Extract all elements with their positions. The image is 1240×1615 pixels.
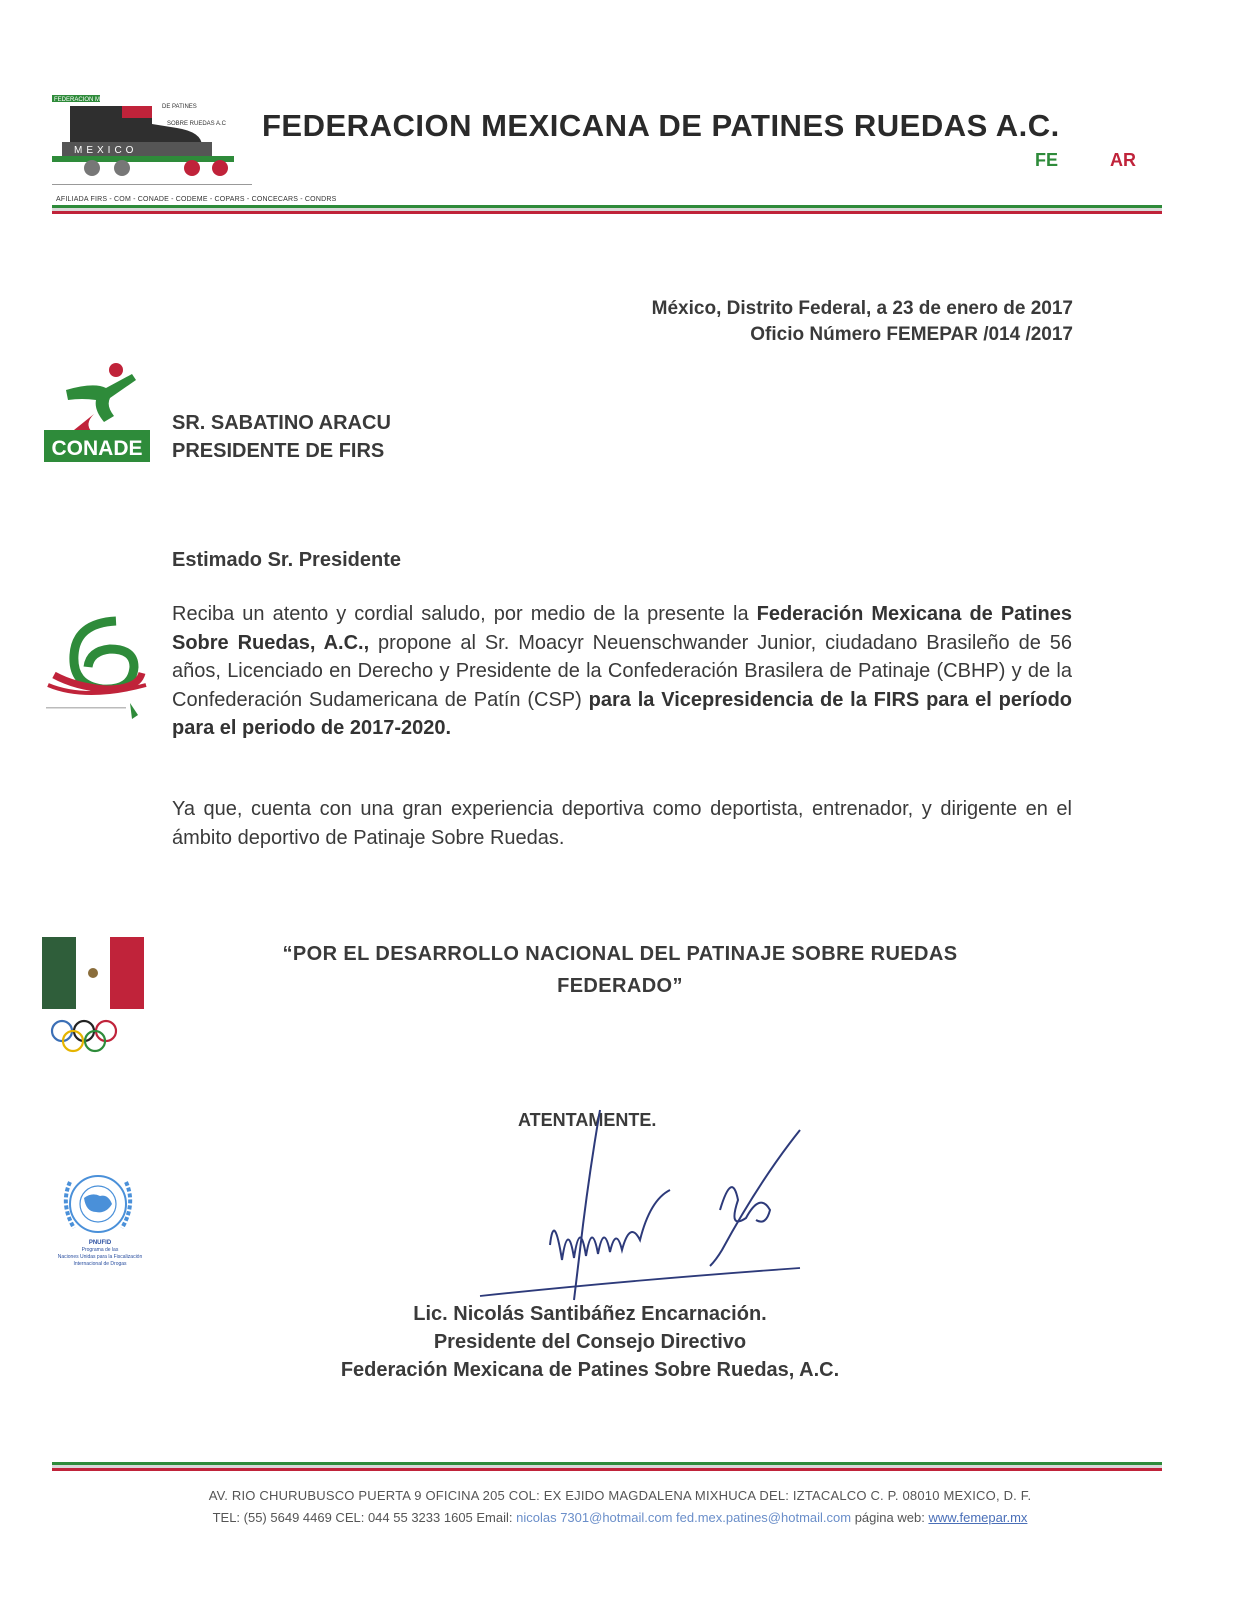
signature xyxy=(470,1100,830,1310)
closing: ATENTAMENTE. xyxy=(518,1110,657,1130)
mexico-olympic-logo xyxy=(42,937,147,1057)
body-paragraph-2: Ya que, cuenta con una gran experiencia deportiva como deportista, entrenador, y dirigente en el ámbito deportivo de Patinaje Sobre Ruedas. xyxy=(172,798,1072,849)
logo-text-2: DE PATINES xyxy=(162,104,197,110)
footer-phone: TEL: (55) 5649 4469 CEL: 044 55 3233 1605 Email: xyxy=(212,1510,517,1525)
letter-date: México, Distrito Federal, a 23 de enero de 2017 xyxy=(651,298,1073,319)
signer-name: Lic. Nicolás Santibáñez Encarnación. xyxy=(413,1303,767,1325)
p1-intro: Reciba un atento y cordial saludo, por medio de la presente la xyxy=(172,603,757,625)
footer-web-label: página web: xyxy=(851,1510,929,1525)
p1-proposal: propone al Sr. Moacyr Neuenschwander Junior, ciudadano Brasileño de 56 años, Licenciado en Derecho y Presidente de la Confederación Brasilera de Patinaje (CBHP) y de la Confederación Sudamericana de Patín (CSP) xyxy=(172,631,1072,711)
motto-line-1: “POR EL DESARROLLO NACIONAL DEL PATINAJE SOBRE RUEDAS xyxy=(282,943,958,965)
conade-logo xyxy=(44,360,154,466)
oficio-number: Oficio Número FEMEPAR /014 /2017 xyxy=(750,324,1073,345)
affiliation-line: AFILIADA FIRS - COM - CONADE - CODEME - COPARS - CONCECARS - CONDRS xyxy=(56,196,337,203)
federation-logo xyxy=(52,92,252,194)
fe-mark: FE xyxy=(1035,150,1059,170)
footer-address: AV. RIO CHURUBUSCO PUERTA 9 OFICINA 205 COL: EX EJIDO MAGDALENA MIXHUCA DEL: IZTACALCO C. P. 08010 MEXICO, D. F. xyxy=(208,1488,1032,1503)
un-text-4: Internacional de Drogas xyxy=(73,1261,127,1267)
footer-website-link[interactable]: www.femepar.mx xyxy=(928,1510,1028,1525)
header-divider xyxy=(52,205,1162,215)
motto xyxy=(180,938,1060,1002)
un-text-1: PNUFID xyxy=(88,1240,112,1246)
footer-email-1[interactable]: nicolas 7301@hotmail.com xyxy=(516,1510,673,1525)
p1-federation: Federación Mexicana de Patines Sobre Ruedas, A.C., xyxy=(172,603,1072,654)
footer-contact xyxy=(60,1510,1180,1525)
federation-title: FEDERACION MEXICANA DE PATINES RUEDAS A.C. xyxy=(262,108,1060,143)
footer-divider xyxy=(52,1462,1162,1472)
motto-line-2: FEDERADO” xyxy=(557,975,683,997)
logo-mexico-text: MEXICO xyxy=(74,145,138,156)
p1-position: para la Vicepresidencia de la FIRS para el período para el periodo de 2017-2020. xyxy=(172,688,1073,739)
addressee-name: SR. SABATINO ARACU xyxy=(172,412,391,434)
greeting: Estimado Sr. Presidente xyxy=(172,549,401,571)
ar-mark: AR xyxy=(1110,150,1136,170)
signer-organization: Federación Mexicana de Patines Sobre Ruedas, A.C. xyxy=(340,1359,840,1381)
logo-text-1: FEDERACION MEXICANA xyxy=(54,97,127,103)
anniversary-logo xyxy=(46,615,156,735)
addressee-title: PRESIDENTE DE FIRS xyxy=(172,440,385,462)
un-logo xyxy=(30,1170,170,1285)
conade-text: CONADE xyxy=(51,437,143,460)
signer-role: Presidente del Consejo Directivo xyxy=(433,1331,747,1353)
body-paragraph-1 xyxy=(172,600,1072,743)
un-text-3: Naciones Unidas para la Fiscalización xyxy=(57,1254,143,1260)
logo-text-3: SOBRE RUEDAS A.C xyxy=(167,121,227,127)
footer-email-2[interactable]: fed.mex.patines@hotmail.com xyxy=(676,1510,852,1525)
un-text-2: Programa de las xyxy=(81,1247,119,1253)
